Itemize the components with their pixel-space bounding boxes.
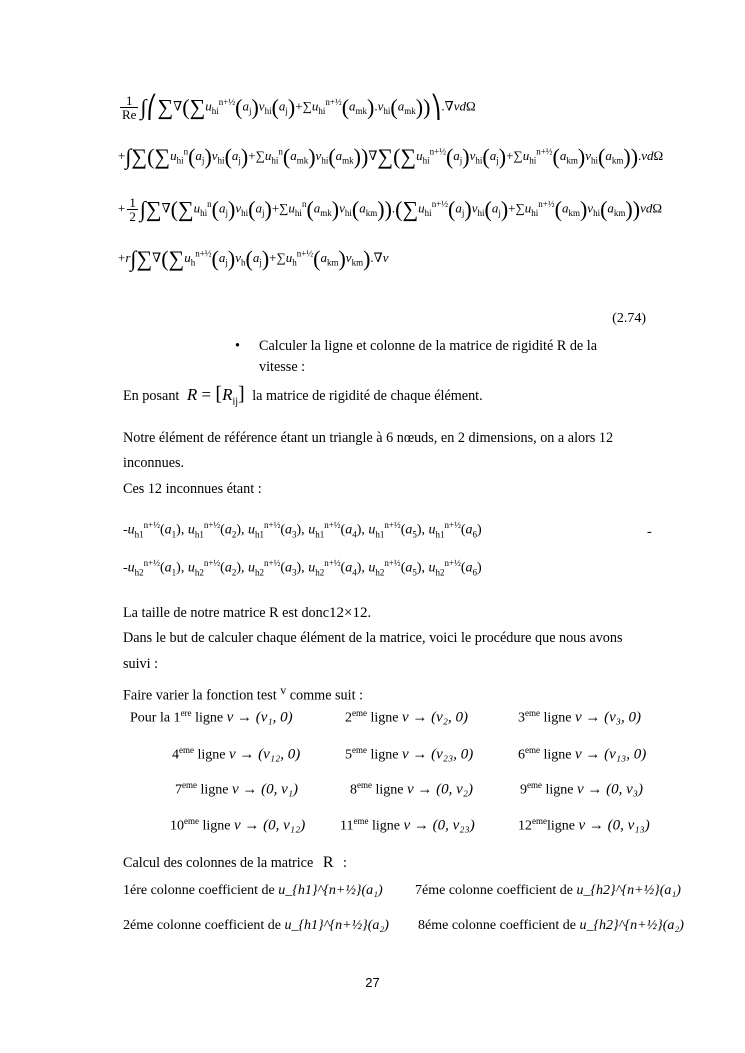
column-item-1 — [123, 883, 383, 899]
row-item-1 — [130, 708, 293, 727]
calcul-line — [123, 853, 347, 872]
equation-line-1: $\frac{1}{Re}$ $\int⎛\sum\nabla(\sum u_{hi}^{n+\frac{1}{2}}(a_j)v_{hi}(a_j)+\sum u_{hi}^{n+\frac{1}{2}}(a_{mk}).v_{hi}(a_{mk}))⎞.\nabla vd\Omega$ — [122, 93, 476, 122]
but-line-1: Dans le but de calculer chaque élément de la matrice, voici le procédure que nous avons — [123, 630, 623, 646]
calcul-post: : — [343, 855, 347, 871]
row-item-8 — [350, 780, 473, 799]
row-item-4 — [172, 745, 300, 764]
column-item-3 — [123, 918, 389, 934]
row-label: 8 — [350, 782, 357, 798]
row-item-12 — [518, 816, 650, 835]
row-label-suffix: ligne — [542, 782, 577, 798]
row-label-sup: eme — [527, 780, 542, 790]
row-label-sup: eme — [525, 708, 540, 718]
row-label-suffix: ligne — [194, 747, 229, 763]
fraction-1-over-re: $\frac{1}{Re}$ — [122, 93, 137, 122]
calcul-math: R — [322, 854, 334, 871]
row-item-3 — [518, 708, 641, 727]
row-item-9 — [520, 780, 643, 799]
equation-block — [118, 90, 664, 295]
row-expression: v → (0, v₂₃) — [403, 817, 475, 834]
row-label: 7 — [175, 782, 182, 798]
column-math: u_{h2}^{n+½}(a₂) — [579, 918, 684, 933]
unknowns-row-1: $-u_{h1}^{n+\frac{1}{2}}(a_1)$, $u_{h1}^{n+\frac{1}{2}}(a_2)$, $u_{h1}^{n+\frac{1}{2}}(a_3)$, $u_{h1}^{n+\frac{1}{2}}(a_4)$, $u_{h1}^{n+\frac{1}{2}}(a_5)$, $u_{h1}^{n+\frac{1}{2}}(a_6)$ — [123, 520, 482, 540]
column-text: 2éme colonne coefficient de — [123, 918, 285, 933]
ces-line: Ces 12 inconnues étant : — [123, 481, 262, 497]
row-label-suffix: ligne — [191, 710, 227, 726]
unknowns-row-2: $-u_{h2}^{n+\frac{1}{2}}(a_1)$, $u_{h2}^{n+\frac{1}{2}}(a_2)$, $u_{h2}^{n+\frac{1}{2}}(a_3)$, $u_{h2}^{n+\frac{1}{2}}(a_4)$, $u_{h2}^{n+\frac{1}{2}}(a_5)$, $u_{h2}^{n+\frac{1}{2}}(a_6)$ — [123, 558, 482, 578]
row-expression: v → (v₁₂, 0) — [229, 746, 301, 763]
faire-line — [123, 683, 363, 705]
taille-post: . — [367, 605, 372, 621]
row-label: 9 — [520, 782, 527, 798]
faire-post: comme suit : — [289, 687, 364, 704]
column-text: 1ére colonne coefficient de — [123, 883, 279, 898]
row-item-6 — [518, 745, 646, 764]
row-item-10 — [170, 816, 305, 835]
en-posant-pre: En posant — [123, 388, 180, 404]
column-item-4 — [418, 918, 684, 934]
row-label: 2 — [345, 710, 352, 726]
row-expression: v → (0, v₂) — [407, 781, 474, 798]
but-line-2: suivi : — [123, 656, 159, 672]
equation-line-2: $+\int\sum(\sum u_{hi}^n(a_j)v_{hi}(a_j)+\sum u_{hi}^n(a_{mk})v_{hi}(a_{mk}))\nabla\sum(\sum u_{hi}^{n+\frac{1}{2}}(a_j)v_{hi}(a_j)+\sum u_{hi}^{n+\frac{1}{2}}(a_{km})v_{hi}(a_{km})).vd\Omega$ — [118, 144, 664, 169]
taille-pre: La taille de notre matrice R est donc — [123, 605, 330, 621]
faire-pre: Faire varier la fonction test — [123, 687, 277, 704]
equation-line-3: + $\frac{1}{2}$ $\int\sum\nabla(\sum u_{hi}^n(a_j)v_{hi}(a_j)+\sum u_{hi}^n(a_{mk})v_{hi}(a_{km})).(\sum u_{hi}^{n+\frac{1}{2}}(a_j)v_{hi}(a_j)+\sum u_{hi}^{n+\frac{1}{2}}(a_{km})v_{hi}(a_{km}))vd\Omega$ — [118, 195, 663, 224]
row-label-suffix: ligne — [199, 818, 234, 834]
bullet-text-line-2: vitesse : — [259, 359, 306, 376]
row-label-sup: eme — [184, 816, 199, 826]
row-label-sup: eme — [179, 745, 194, 755]
row-label-sup: eme — [352, 708, 367, 718]
notre-line-2: inconnues. — [123, 455, 185, 471]
en-posant-line — [123, 382, 483, 408]
column-math: u_{h1}^{n+½}(a₁) — [278, 883, 383, 898]
row-expression: v → (0, v₁₃) — [578, 817, 650, 834]
unknowns-row-1-trailing: - — [647, 524, 652, 540]
row-label-sup: eme — [352, 745, 367, 755]
column-math: u_{h1}^{n+½}(a₂) — [284, 918, 389, 933]
row-label-sup: eme — [353, 816, 369, 826]
row-expression: v → (0, v₁) — [232, 781, 299, 798]
row-label: 5 — [345, 747, 352, 763]
faire-math: v — [280, 683, 287, 697]
calcul-pre: Calcul des colonnes de la matrice — [123, 855, 314, 871]
row-expression: v → (v₁, 0) — [226, 709, 293, 726]
bullet-text-line-1: Calculer la ligne et colonne de la matrice de rigidité R de la — [259, 338, 597, 354]
row-item-2 — [345, 708, 468, 727]
row-label-suffix: ligne — [197, 782, 232, 798]
row-label: 12 — [518, 818, 532, 834]
row-expression: v → (v₂₃, 0) — [402, 746, 474, 763]
column-item-2 — [415, 883, 681, 899]
bullet-icon: • — [235, 338, 240, 354]
row-item-5 — [345, 745, 473, 764]
taille-math: 12×12 — [329, 605, 368, 621]
row-label-sup: eme — [357, 780, 372, 790]
equation-number: (2.74) — [612, 311, 646, 326]
row-expression: v → (v₁₃, 0) — [575, 746, 647, 763]
taille-line — [123, 604, 371, 622]
row-label: 11 — [340, 818, 354, 834]
row-label-suffix: ligne — [367, 710, 402, 726]
row-label-sup: eme — [182, 780, 197, 790]
row-expression: v → (0, v₁₂) — [234, 817, 306, 834]
column-text: 7éme colonne coefficient de — [415, 883, 577, 898]
bullet-item — [237, 336, 657, 379]
row-label: Pour la 1 — [130, 710, 181, 726]
notre-line-1: Notre élément de référence étant un triangle à 6 nœuds, en 2 dimensions, on a alors 12 — [123, 430, 614, 446]
row-label: 3 — [518, 710, 525, 726]
row-label-sup: eme — [532, 816, 547, 826]
row-label: 4 — [172, 747, 179, 763]
column-text: 8éme colonne coefficient de — [418, 918, 580, 933]
row-label-suffix: ligne — [547, 818, 579, 834]
row-label-suffix: ligne — [540, 747, 575, 763]
row-label: 10 — [170, 818, 184, 834]
page-number: 27 — [365, 975, 380, 990]
equation-line-4: $+r\int\sum\nabla(\sum u_h^{n+\frac{1}{2}}(a_j)v_h(a_j)+\sum u_h^{n+\frac{1}{2}}(a_{km})v_{km}).\nabla v$ — [118, 246, 389, 271]
row-label-sup: eme — [525, 745, 540, 755]
row-expression: v → (0, v₃) — [577, 781, 644, 798]
row-label: 6 — [518, 747, 525, 763]
row-label-suffix: ligne — [367, 747, 402, 763]
row-item-11 — [340, 816, 475, 835]
en-posant-post: la matrice de rigidité de chaque élément. — [252, 388, 483, 404]
en-posant-math: $R = [R_{ij}]$ — [186, 383, 245, 408]
fraction-one-half: $\frac{1}{2}$ — [129, 195, 136, 224]
row-label-suffix: ligne — [372, 782, 407, 798]
row-item-7 — [175, 780, 298, 799]
row-expression: v → (v₃, 0) — [575, 709, 642, 726]
row-label-suffix: ligne — [368, 818, 404, 834]
row-label-sup: ere — [180, 708, 192, 718]
row-expression: v → (v₂, 0) — [402, 709, 469, 726]
row-label-suffix: ligne — [540, 710, 575, 726]
column-math: u_{h2}^{n+½}(a₁) — [576, 883, 681, 898]
